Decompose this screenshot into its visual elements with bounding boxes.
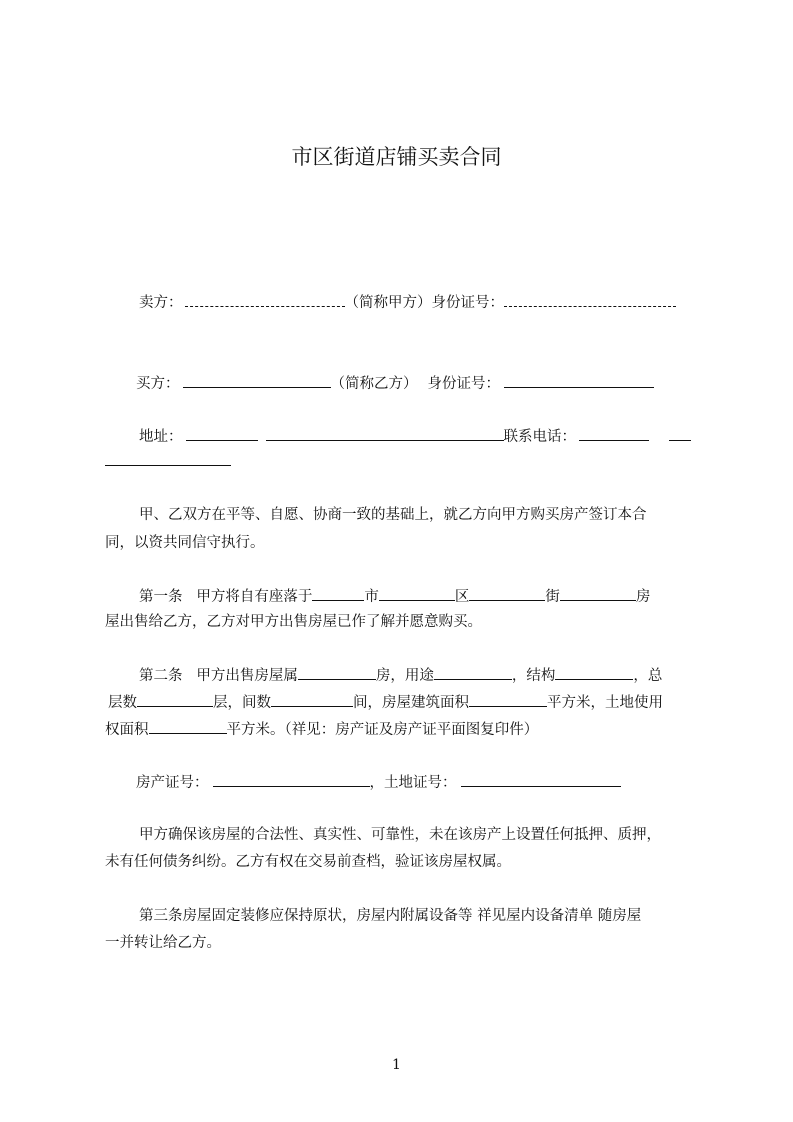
seller-alias: （简称甲方） <box>344 295 432 311</box>
land-cert-label: ，土地证号： <box>369 775 457 791</box>
intro-line-1 <box>0 505 793 525</box>
land-cert-blank[interactable] <box>461 771 621 787</box>
contract-title: 市区街道店铺买卖合同 <box>291 145 502 169</box>
address-blank-1[interactable] <box>186 425 258 441</box>
buyer-id-label: 身份证号： <box>427 376 500 392</box>
guarantee-text-2: 未有任何债务纠纷。乙方有权在交易前查档，验证该房屋权属。 <box>105 854 511 870</box>
article1-city: 市 <box>364 589 379 605</box>
article2-floors-label: 层数 <box>108 695 137 711</box>
page-number: 1 <box>392 1057 401 1073</box>
guarantee-line-1 <box>0 825 793 845</box>
article1-street: 街 <box>545 589 560 605</box>
article3-line-2 <box>0 933 793 953</box>
article2-blank-structure[interactable] <box>555 664 633 680</box>
property-cert-blank[interactable] <box>213 771 370 787</box>
article2-tail-text: 平方米。（祥见：房产证及房产证平面图复印件） <box>226 722 539 738</box>
article2-text-a: 第二条 甲方出售房屋属 <box>139 668 298 684</box>
article2-blank-belongs[interactable] <box>298 664 376 680</box>
certificates-line <box>0 771 793 793</box>
article1-blank-city[interactable] <box>379 585 455 601</box>
article1-house: 房 <box>635 589 651 605</box>
buyer-id-blank[interactable] <box>504 372 654 388</box>
article2-blank-floors[interactable] <box>137 691 213 707</box>
article3-text-1: 第三条房屋固定装修应保持原状，房屋内附属设备等 祥见屋内设备清单 随房屋 <box>139 908 642 924</box>
article3-line-1 <box>0 906 793 926</box>
article1-blank-district[interactable] <box>469 585 545 601</box>
article2-blank-area[interactable] <box>469 691 547 707</box>
address-blank-2[interactable] <box>266 425 504 441</box>
article2-usage-label: 房，用途 <box>375 668 434 684</box>
article1-text-2: 屋出售给乙方，乙方对甲方出售房屋已作了解并愿意购买。 <box>105 614 482 630</box>
article2-total-label: ，总 <box>633 668 663 684</box>
address-label: 地址： <box>139 429 183 445</box>
address-line-continued <box>0 450 793 472</box>
article1-text-a: 第一条 甲方将自有座落于 <box>139 589 313 605</box>
article1-blank-street[interactable] <box>560 585 636 601</box>
article2-blank-usage[interactable] <box>434 664 512 680</box>
article2-rooms-label: 层，间数 <box>213 695 271 711</box>
article2-land-label: 平方米，土地使用 <box>547 695 663 711</box>
guarantee-line-2 <box>0 852 793 872</box>
guarantee-text-1: 甲方确保该房屋的合法性、真实性、可靠性，未在该房产上设置任何抵押、质押， <box>139 827 661 843</box>
phone-blank-3[interactable] <box>105 450 231 466</box>
seller-label: 卖方： <box>139 295 183 311</box>
property-cert-label: 房产证号： <box>136 775 209 791</box>
intro-text-2: 同，以资共同信守执行。 <box>105 535 265 551</box>
article1-line-2 <box>0 612 793 632</box>
phone-label: 联系电话： <box>503 429 576 445</box>
buyer-name-blank[interactable] <box>183 372 331 388</box>
article2-structure-label: ，结构 <box>511 668 556 684</box>
article1-blank-location[interactable] <box>312 585 364 601</box>
article2-area-label: 间，房屋建筑面积 <box>353 695 469 711</box>
phone-blank-2[interactable] <box>669 425 691 441</box>
seller-name-blank[interactable] <box>185 291 345 307</box>
intro-line-2 <box>0 533 793 553</box>
buyer-alias: （简称乙方） <box>330 376 418 392</box>
intro-text-1: 甲、乙双方在平等、自愿、协商一致的基础上，就乙方向甲方购买房产签订本合 <box>139 507 647 523</box>
seller-id-label: 身份证号： <box>431 295 504 311</box>
address-line <box>0 425 793 447</box>
buyer-label: 买方： <box>136 376 180 392</box>
article1-line-1 <box>0 585 793 607</box>
article2-line-3 <box>0 718 793 740</box>
article2-land-area-label: 权面积 <box>105 722 149 738</box>
article2-line-1 <box>0 664 793 686</box>
article2-line-2 <box>0 691 793 713</box>
buyer-line <box>0 372 793 394</box>
article2-blank-rooms[interactable] <box>271 691 353 707</box>
article2-blank-land-area[interactable] <box>149 718 227 734</box>
seller-line <box>0 291 793 313</box>
article1-district: 区 <box>454 589 470 605</box>
article3-text-2: 一并转让给乙方。 <box>105 935 221 951</box>
seller-id-blank[interactable] <box>504 291 676 307</box>
phone-blank-1[interactable] <box>579 425 649 441</box>
